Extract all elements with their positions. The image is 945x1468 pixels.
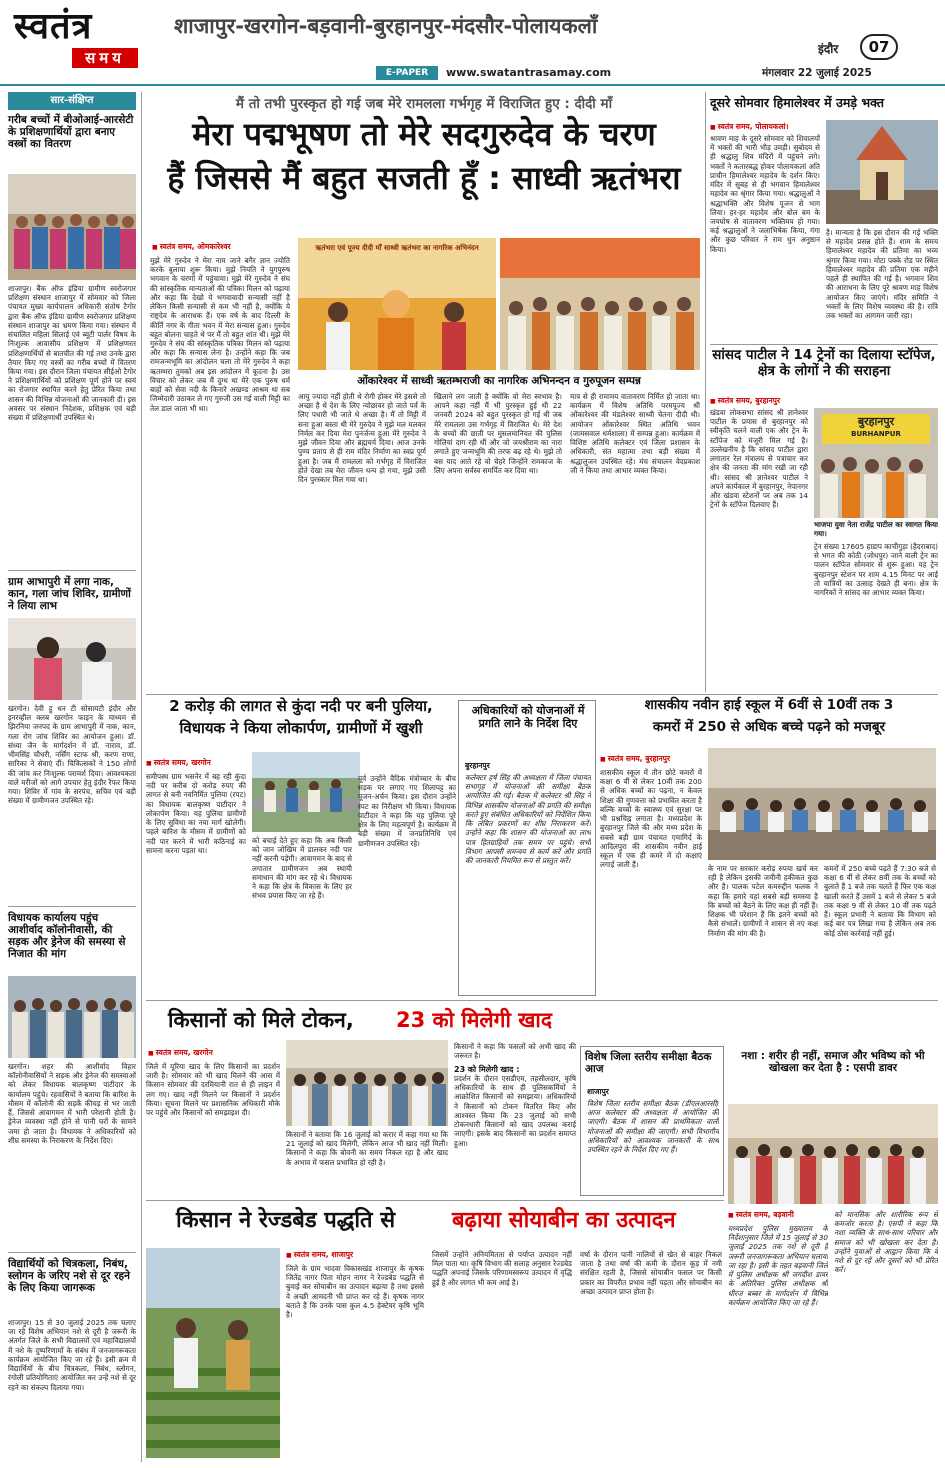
school-col-2: के नाम पर सरकार करोड़ रुपया खर्च कर रही है लेकिन इसकी जमीनी हकीकत कुछ और है। पालक पटेल कमरुद्दीन फलक ने कहा कि हमारे यहां सबसे बड़ी समस्या है कि बच्चों को बैठने के लिए कक्ष ही नहीं हैं। शिक्षक भी परेशान हैं कि इतने बच्चों को कैसे संभालें। ग्रामीणों ने शासन से नए कक्ष निर्माण की मांग की है। <box>708 864 818 938</box>
sar-2-headline: ग्राम आभापुरी में लगा नाक, कान, गला जांच शिविर, ग्रामीणों ने लिया लाभ <box>8 576 131 613</box>
school-col-3: कमरों में 250 बच्चे पढ़ते हैं 7:30 बजे से कक्षा 6 वीं से लेकर 8वीं तक के बच्चों को बुलाते हैं 1 बजे तक चलते हैं फिर एक कक्ष खाली करते हैं उसमें 1 बजे से लेकर 5 बजे तक कक्षा 9 वीं से लेकर 10 वीं तक पढ़ते हैं। स्कूल प्रभारी ने बताया कि विभाग को कई बार पत्र लिखा गया है लेकिन अब तक कोई ठोस कार्रवाई नहीं हुई। <box>824 864 936 938</box>
sar-2-photo <box>8 618 136 700</box>
sar-divider-1 <box>8 570 136 571</box>
patil-col-2: ट्रेन संख्या 17605 हाडाप काचीगुड़ा (हैदराबाद) से भगत की कोठी (जोधपुर) जाने वाली ट्रेन का पालन स्टॉपेज सोमवार से शुरू हुआ। यह ट्रेन बुरहानपुर स्टेशन पर शाम 4.15 मिनट पर आई तो यात्रियों का उत्साह देखते ही बना। क्षेत्र के नागरिकों ने सांसद का आभार व्यक्त किया। <box>814 542 938 598</box>
sar-sankshipt-column <box>8 92 136 1464</box>
patil-photo <box>814 408 938 518</box>
puliya-photo <box>252 752 360 832</box>
kisan-col-2: किसानों ने बताया कि 16 जुलाई को करार में कहा गया था कि 21 जुलाई को खाद मिलेगी, लेकिन आज भी खाद नहीं मिली। किसानों ने कहा कि बोवनी का समय निकल रहा है और खाद के अभाव में फसल प्रभावित हो रही है। <box>286 1130 448 1167</box>
soybean-story <box>146 1204 724 1462</box>
lead-kicker: मैं तो तभी पुरस्कृत हो गई जब मेरे रामलला गर्भगृह में विराजित हुए : दीदी माँ <box>235 96 613 112</box>
school-col-1: शासकीय स्कूल में तीन छोटे कमरों में कक्षा 6 वीं से लेकर 10वीं तक 200 से अधिक बच्चों का पढ़ना, न केवल शिक्षा की गुणवत्ता को प्रभावित करता है बल्कि बच्चों के स्वास्थ्य एवं सुरक्षा पर भी प्रश्नचिह्न लगाता है। मध्यप्रदेश के बुरहानपुर जिले की और मध्य प्रदेश के सबसे बड़ी ग्राम पंचायत एमागिर्द के आदिलपुरा की शासकीय नवीन हाई स्कूल में एक ही कमरे में दो कक्षाएं लगाई जाती हैं। <box>600 768 702 870</box>
nasha-photo <box>728 1104 938 1204</box>
kisan-headline-a: किसानों को मिले टोकन, <box>168 1008 354 1032</box>
kisan-headline-b: 23 को मिलेगी खाद <box>396 1008 552 1032</box>
nasha-col-1: मध्यप्रदेश पुलिस मुख्यालय के निर्देशानुसार जिले में 15 जुलाई से 30 जुलाई 2025 तक नशे से दूरी है जरूरी जनजागरूकता अभियान चलाया जा रहा है। इसी के तहत बड़वानी जिले में पुलिस अधीक्षक श्री जगदीश डावर के अतिरिक्त पुलिस अधीक्षक श्री धीरज बब्बर के मार्गदर्शन में विभिन्न कार्यक्रम आयोजित किए जा रहे हैं। <box>728 1224 828 1307</box>
station-sign: बुरहानपुर <box>857 415 895 428</box>
soybean-photo <box>146 1248 280 1458</box>
kisan-col-1: जिले में यूरिया खाद के लिए किसानों का प्रदर्शन जारी है। सोमवार को भी खाद मिलने की आस में किसान सोमवार की दरमियानी रात से ही लाइन में लग गए। खाद नहीं मिलने पर किसानों ने प्रदर्शन किया। सूचना मिलने पर प्रशासनिक अधिकारी मौके पर पहुंचे और किसानों को समझाइश दी। <box>146 1062 280 1118</box>
station-sign-en: BURHANPUR <box>851 430 901 438</box>
puliya-headline-2: विधायक ने किया लोकार्पण, ग्रामीणों में खुशी <box>179 719 423 737</box>
kisan-story <box>146 1004 576 1198</box>
lead-photo-right <box>500 238 700 370</box>
sar-1-body: शाजापुर। बैंक ऑफ इंडिया ग्रामीण स्वरोजगार प्रशिक्षण संस्थान शाजापुर में सोमवार को जिला पंचायत मुख्य कार्यपालन अधिकारी संतोष टैगोर द्वारा बैंक ऑफ इंडिया ग्रामीण स्वरोजगार प्रशिक्षण संस्थान शाजापुर का भ्रमण किया गया। संस्थान में संचालित महिला सिलाई एवं ब्यूटी पार्लर विषय के निःशुल्क आवासीय प्रशिक्षण में प्रशिक्षणरत प्रशिक्षणार्थियों से बातचीत की गई तथा उनके द्वारा तैयार किए गए वस्त्रों का गरीब बच्चों में वितरण किया गया। इस दौरान जिला पंचायत सीईओ टैगोर ने प्रशिक्षणार्थियों को प्रशिक्षण पूर्ण होने पर स्वयं का रोजगार स्थापित करने हेतु प्रेरित किया तथा शासन की विभिन्न योजनाओं की जानकारी दी। इस अवसर पर संस्थान निदेशक, प्रशिक्षक एवं बड़ी संख्या में प्रशिक्षणार्थी उपस्थित थे। <box>8 284 136 423</box>
baithak-body: विशेष जिला स्तरीय समीक्षा बैठक (डीएलआरसी) आज कलेक्टर की अध्यक्षता में आयोजित की जाएगी। बैठक में शासन की प्राथमिकता वाली योजनाओं की समीक्षा की जाएगी। सभी विभागीय अधिकारियों को आवश्यक जानकारी के साथ उपस्थित रहने के निर्देश दिए गए हैं। <box>587 1099 719 1155</box>
puliya-headline-1: 2 करोड़ की लागत से कुंदा नदी पर बनी पुलिया, <box>169 697 433 715</box>
mid-divider-2 <box>146 1000 938 1001</box>
regions-title: शाजापुर-खरगोन-बड़वानी-बुरहानपुर-मंदसौर-पोलायकलाँ <box>174 14 598 38</box>
logo-top: स्वतंत्र <box>14 6 93 47</box>
sar-tag-label: सार-संक्षिप्त <box>50 95 94 106</box>
temple-illustration <box>826 120 938 224</box>
lead-col-4: मात्र से ही रामामय वातावरण निर्मित हो जाता था। कार्यक्रम में विशेष अतिथि परमपूज्य श्री ओंकारेश्वर की मंडलेश्वर साध्वी चेतना दीदी थी। आयोजन ओंकारेश्वर स्थित अतिथि भवन (जामसवाल धर्मशाला) में सम्पन्न हुआ। कार्यक्रम में विशिष्ट अतिथि कलेक्टर एवं जिला प्रशासन के अधिकारी, संत महात्मा तथा बड़ी संख्या में श्रद्धालुजन उपस्थित रहे। मंच संचालन वेदप्रकाश जी ने किया तथा आभार व्यक्त किया। <box>570 392 700 475</box>
masthead-divider <box>0 84 945 86</box>
crowd-event-illustration <box>500 238 700 370</box>
lead-col-1: मुझे मेरे गुरुदेव ने मेरा नाम जाने बगैर ज्ञान ज्योति करके बुलाया शुरू किया। मुझे नियति ने युगपुरुष भगवान के चरणों में पहुंचाया। मुझे मेरे गुरुदेव ने संघ की सांस्कृतिक मान्यताओं की पत्रिका मिलन को पढ़ाया और कहा कि देखो ये भगवावादी सन्यासी नहीं है लेकिन किसी सन्यासी से कम भी नहीं है, क्योंकि ये राष्ट्रदेव के आराधक हैं। एक वर्ष के बाद दिल्ली के कीर्ति नगर के गीता भवन में मेरा सन्यास हुआ। गुरुदेव बहुत बोलना चाहते थे पर मैं तो बहुत शांत थी। मुझे मेरे गुरुदेव ने संघ की सांस्कृतिक पत्रिका मिलन को पढ़ाया और कहा कि सन्यास लेना है। उन्होंने कहा कि जब रामजन्मभूमि का आंदोलन चला तो मेरे गुरुदेव ने कहा ऋतम्भरा तुमको अब इस आंदोलन में कूदना है। उस विचार को लेकर जब मैं दुग्ध था मेरे एक पुरुष धर्म बाहों को सेवा नदी के किनारे अखण्ड आश्रम था सब जिम्मेदारी उठाकर ले गए गुरुजी उस गई वाली मिट्टी का तेल डाल जाता भी था। <box>150 256 290 413</box>
baithak-headline: विशेष जिला स्तरीय समीक्षा बैठक आज <box>585 1051 712 1076</box>
lead-col-2: आयु ज्यादा नहीं होती थे रोगी होकर मेरे इससे तो अच्छा है थे देश के लिए न्योछावर हो जाते पर्व के लिए पधारी भी जाते थे अच्छा है। मैं तो मिट्टी में सना हुआ बस्ता थी मेरे गुरुदेव ने मुझे मल मलकर निर्मल कर दिया मेरा पुनर्जन्म हुआ मेरे गुरुदेव ने मुझे जीवन दिया और ब्रह्मचर्य दिया। आज उनके पुण्य प्रताप से ही राम मंदिर निर्माण का स्वप्न पूर्ण हुआ है। जब मैं रामलला को गर्भगृह में विराजित होते देखा तब मेरा जीवन धन्य हो गया, मुझे उसी दिन पुरस्कार मिल गया था। <box>298 392 426 484</box>
soybean-col-1: जिले के ग्राम भादवा विकासखंड शाजापुर के कृषक जितेंद्र नागर पिता मोहन नागर ने रेज्डबेड पद्धति से बुवाई कर सोयाबीन का उत्पादन बढ़ाया है तथा इससे वे अच्छी आमदनी भी प्राप्त कर रहे हैं। कृषक नागर बताते हैं कि उनके पास कुल 4.5 हेक्टेयर कृषि भूमि है। <box>286 1264 424 1320</box>
logo-bottom-box <box>72 48 138 68</box>
baithak-box <box>580 1046 724 1196</box>
lead-photo-banner: ऋतंभरा एवं पूज्य दीदी माँ साध्वी ऋतंभरा का नागरिक अभिनंदन <box>315 244 479 252</box>
right-column-divider <box>705 92 706 692</box>
himalayeshwar-photo <box>826 120 938 224</box>
masthead <box>0 0 945 90</box>
himalayeshwar-credit: ■ स्वतंत्र समय, पोलायकलां। <box>710 122 788 132</box>
residents-group-illustration <box>8 976 136 1058</box>
bridge-inauguration-illustration <box>252 752 360 832</box>
himalayeshwar-headline: दूसरे सोमवार हिमालेश्वर में उमड़े भक्त <box>710 95 884 110</box>
puliya-story <box>146 698 456 998</box>
baithak-credit: शाजापुर <box>587 1087 609 1096</box>
nasha-col-2: को मानसिक और शारीरिक रूप से कमजोर करता है। एसपी ने कहा कि नशा व्यक्ति के साथ-साथ परिवार और समाज को भी खोखला कर देता है। उन्होंने युवाओं से आह्वान किया कि वे नशे से दूर रहें और दूसरों को भी प्रेरित करें। <box>834 1210 938 1275</box>
sar-3-headline: विधायक कार्यालय पहुंच आशीर्वाद कॉलोनीवासी, की सड़क और ड्रेनेज की समस्या से निजात की मांग <box>8 912 126 961</box>
logo-bottom: समय <box>85 49 125 67</box>
kisan-subhead: 23 को मिलेगी खाद : <box>454 1065 520 1074</box>
kisan-credit: ■ स्वतंत्र समय, खरगोन <box>148 1048 213 1058</box>
page-number: 07 <box>860 34 898 60</box>
nasha-credit: ■ स्वतंत्र समय, बड़वानी <box>728 1210 794 1220</box>
right-divider-1 <box>710 344 938 345</box>
school-credit: ■ स्वतंत्र समय, बुरहानपुर <box>600 754 670 764</box>
puliya-col-1: समीपस्थ ग्राम भसनेर में बह रही कुंदा नदी पर करीब दो करोड़ रुपए की लागत से बनी नवनिर्मित पुलिया (रपट) का विधायक बालकृष्ण पाटीदार ने लोकार्पण किया। यह पुलिया ग्रामीणों के लिए सुविधा का नया मार्ग खोलेगी। पहले बारिश के मौसम में ग्रामीणों को नदी पार करने में भारी कठिनाई का सामना करना पड़ता था। <box>146 772 246 855</box>
nasha-headline: नशा : शरीर ही नहीं, समाज और भविष्य को भी खोखला कर देता है : एसपी डावर <box>741 1050 925 1075</box>
soybean-col-2: जिसमें उन्होंने अनियमितता से पर्याप्त उत्पादन नहीं मिल पाता था। कृषि विभाग की सलाह अनुसार रेज्डबेड पद्धति अपनाई जिसके परिणामस्वरूप उत्पादन में वृद्धि हुई है और लागत भी कम आई है। <box>432 1250 572 1287</box>
farmers-queue-illustration <box>286 1040 448 1126</box>
sar-3-body: खरगोन। शहर की आशीर्वाद विहार कॉलोनीवासियों ने सड़क और ड्रेनेज की समस्याओं को लेकर विधायक बालकृष्ण पाटीदार के कार्यालय पहुंचे। रहवासियों ने बताया कि बारिश के मौसम में कॉलोनी की सड़कें कीचड़ से भर जाती हैं, जिससे आवागमन में भारी परेशानी होती है। ड्रेनेज व्यवस्था नहीं होने से पानी घरों के सामने जमा हो जाता है। विधायक ने अधिकारियों को शीघ्र समस्या के निराकरण के निर्देश दिए। <box>8 1062 136 1145</box>
sar-4-body: शाजापुर। 15 से 30 जुलाई 2025 तक चलाए जा रहे विशेष अभियान नशे से दूरी है जरूरी के अंतर्गत जिले के सभी विद्यालयों एवं महाविद्यालयों में नशे के दुष्परिणामों के संबंध में जनजागरूकता कार्यक्रम आयोजित किए जा रहे हैं। इसी क्रम में विद्यार्थियों के बीच चित्रकला, निबंध, स्लोगन, रंगोली प्रतियोगिताएं आयोजित कर उन्हें नशे से दूर रहने का संकल्प दिलाया गया। <box>8 1318 136 1392</box>
yojana-headline: अधिकारियों को योजनाओं में प्रगति लाने के निर्देश दिए <box>471 704 585 730</box>
soybean-headline-a: किसान ने रेज्डबेड पद्धति से <box>176 1208 396 1233</box>
sar-tag <box>8 92 136 110</box>
kisan-photo <box>286 1040 448 1126</box>
lead-credit: ■ स्वतंत्र समय, ओमकारेश्वर <box>152 242 231 252</box>
soybean-headline-b: बढ़ाया सोयाबीन का उत्पादन <box>452 1208 676 1233</box>
sar-divider-3 <box>8 1252 136 1253</box>
mid-divider-3 <box>146 1200 724 1201</box>
issue-date: मंगलवार 22 जुलाई 2025 <box>762 67 872 79</box>
patil-caption: भाजपा युवा नेता राजेंद्र पाटील का स्वागत किया गया। <box>814 520 938 539</box>
puliya-credit: ■ स्वतंत्र समय, खरगोन <box>146 758 211 768</box>
stage-event-illustration <box>298 238 496 370</box>
mid-divider-1 <box>146 694 938 695</box>
website-link[interactable]: www.swatantrasamay.com <box>446 66 612 79</box>
school-headline-1: शासकीय नवीन हाई स्कूल में 6वीं से 10वीं तक 3 <box>644 697 894 713</box>
sar-2-body: खरगोन। देवी हु धन टी सोसायटी इंदौर और इनरव्हील क्लब खरगोन फाइन के माध्यम से झिरनिया जनपद के ग्राम आभापुरी में नाक, कान, गला रोग जांच शिविर का आयोजन हुआ। डॉ. संध्या जैन के मार्गदर्शन में डॉ. नाराव, डॉ. भीमसिंह चौधरी, नर्सिंग स्टाफ श्री, करण राणा, सारिका ने सेवाएं दीं। चिकित्सकों ने 150 लोगों की जांच कर निःशुल्क परामर्श दिया। आवश्यकता वाले मरीजों को आगे उपचार हेतु इंदौर रैफर किया गया। शिविर में गांव के सरपंच, सचिव एवं बड़ी संख्या में ग्रामीणजन उपस्थित रहे। <box>8 704 136 806</box>
awareness-rally-illustration <box>728 1104 938 1204</box>
school-headline-2: कमरों में 250 से अधिक बच्चे पढ़ने को मजबूर <box>652 719 886 735</box>
lead-photo-left <box>298 238 496 370</box>
sar-divider-2 <box>8 906 136 907</box>
lead-story <box>146 92 702 692</box>
nasha-story <box>728 1050 938 1460</box>
left-column-divider <box>141 92 142 1462</box>
kisan-col-3: प्रदर्शन के दौरान एसडीएम, तहसीलदार, कृषि अधिकारियों के साथ ही पुलिसकर्मियों ने आक्रोशित किसानों को समझाया। अधिकारियों ने किसानों को टोकन वितरित किए और आश्वस्त किया कि 23 जुलाई को सभी टोकनधारी किसानों को खाद उपलब्ध कराई जाएगी। इसके बाद किसानों का प्रदर्शन समाप्त हुआ। <box>454 1074 576 1148</box>
himalayeshwar-col-2: है। मान्यता है कि इस दौरान की गई भक्ति से महादेव प्रसन्न होते हैं। शाम के समय हिमालेश्वर महादेव की प्रतिमा का भव्य श्रृंगार किया गया। मोटा पक्के रोड पर स्थित हिमालेश्वर महादेव की प्रतिमा एक महीने पहले ही स्थापित की गई है। भगवान शिव की आराधना के लिए पूरे श्रावण माह विशेष आयोजन किए जाएंगे। मंदिर समिति ने भक्तों के लिए विशेष व्यवस्था की है। रात्रि तक भक्तों का आगमन जारी रहा। <box>826 228 938 320</box>
city-label: इंदौर <box>818 42 839 56</box>
himalayeshwar-story <box>710 92 938 342</box>
epaper-badge: E-PAPER <box>376 66 438 80</box>
patil-credit: ■ स्वतंत्र समय, बुरहानपुर <box>710 396 780 406</box>
yojana-body: कलेक्टर हर्ष सिंह की अध्यक्षता में जिला पंचायत सभागृह में योजनाओं की समीक्षा बैठक आयोजित की गई। बैठक में कलेक्टर श्री सिंह ने विभिन्न शासकीय योजनाओं की प्रगति की समीक्षा करते हुए संबंधित अधिकारियों को निर्देशित किया कि लंबित प्रकरणों का शीघ्र निराकरण करें। उन्होंने कहा कि शासन की योजनाओं का लाभ पात्र हितग्राहियों तक समय पर पहुंचे। सभी विभाग आपसी समन्वय से कार्य करें और प्रगति की जानकारी नियमित रूप से प्रस्तुत करें। <box>465 773 591 865</box>
soybean-col-3: वर्षा के दौरान पानी नालियों से खेत से बाहर निकल जाता है तथा वर्षा की कमी के दौरान कूड़ में नमी संरक्षित रहती है, जिससे सोयाबीन फसल पर किसी प्रकार का विपरीत प्रभाव नहीं पड़ता और सोयाबीन का अच्छा उत्पादन प्राप्त होता है। <box>580 1250 722 1296</box>
puliya-col-3: पूर्व उन्होंने वैदिक मंत्रोच्चार के बीच सड़क पर लगाए गए शिलापट्ट का पूजन-अर्चन किया। इस दौरान उन्होंने स्पट का निरीक्षण भी किया। विधायक पाटीदार ने कहा कि यह पुलिया पूरे क्षेत्र के लिए महत्वपूर्ण है। कार्यक्रम में बड़ी संख्या में जनप्रतिनिधि एवं ग्रामीणजन उपस्थित रहे। <box>358 774 456 848</box>
sar-1-headline: गरीब बच्चों में बीओआई-आरसेटी के प्रशिक्षणार्थियों द्वारा बनाए वस्त्रों का वितरण <box>8 114 134 151</box>
himalayeshwar-col-1: श्रावण माह के दूसरे सोमवार को शिवालयों में भक्तों की भारी भीड़ उमड़ी। सुबोदय से ही श्रद्धालु शिव मंदिरों में पहुंचने लगे। भक्तों ने कतारबद्ध होकर पोलायकलां अति प्राचीन हिमालेश्वर महादेव के दर्शन किए। मंदिर में सुबह से ही भगवान हिमालेश्वर महादेव का श्रृंगार किया गया। श्रद्धालुओं ने श्रद्धाभक्ति और विशेष पूजन से भाग लिया। हर-हर महादेव और बोल बम के जयघोष से वातावरण भक्तिमय हो गया। कई श्रद्धालुओं ने जलाभिषेक किया, गंगा और कुछ परिवार ने राम धुन अनुष्ठान किया। <box>710 134 820 254</box>
lead-caption: ओंकारेश्वर में साध्वी ऋतम्भराजी का नागरिक अभिनन्दन व गुरुपूजन सम्पन्न <box>357 375 641 387</box>
lead-col-3: खिलाने लग जाती है क्योंकि वो मेरा स्वभाव है। आपने कहा नहीं मैं भी पुरस्कृत हुई थी 22 जनवरी 2024 को बहुत पुरस्कृत हो गई थी जब मेरे रामलला उस गर्भगृह में विराजित थे। मेरे देश के बच्चों की छाती पर मुसलमानियत की पुलिस गोलियां दाग रही थीं और जो जयश्रीराम का नारा लगाते हुए जन्मभूमि की तरफ बढ़ रहे थे। मुझे तो बस याद आते रहे वो चेहरे जिन्होंने रामकाज के लिए अपना सर्वस्व समर्पित कर दिया था। <box>434 392 562 475</box>
puliya-col-2: को बचाई देते हुए कहा कि अब किसी को जान जोखिम में डालकर नदी पार नहीं करनी पड़ेगी। आवागमन के बाद से लगातार ग्रामीणजन अब स्थायी समाधान की मांग कर रहे थे। विधायक ने कहा कि क्षेत्र के विकास के लिए हर संभव प्रयास किए जा रहे हैं। <box>252 836 352 901</box>
classroom-illustration <box>708 748 936 860</box>
yojana-credit: बुरहानपुर <box>465 761 490 770</box>
sar-4-headline: विद्यार्थियों को चित्रकला, निबंध, स्लोगन के जरिए नशे से दूर रहने के लिए किया जागरूक <box>8 1258 130 1295</box>
patil-col-1: खंडवा लोकसभा सांसद श्री ज्ञानेश्वर पाटील के प्रयास से बुरहानपुर को स्वीकृति चलने वाली एक और ट्रेन के स्टॉपेज को मंजूरी मिल गई है। उल्लेखनीय है कि सांसद पाटील द्वारा लगातार रेल मंत्रालय से पत्राचार कर क्षेत्र की जनता की मांग रखी जा रही थी। सांसद श्री ज्ञानेश्वर पाटील ने अपने कार्यकाल में बुरहानपुर, नेपानगर और खंडवा स्टेशनों पर अब तक 14 ट्रेनों के स्टॉपेज दिलवाए हैं। <box>710 408 808 510</box>
sar-3-photo <box>8 976 136 1058</box>
soybean-credit: ■ स्वतंत्र समय, शाजापुर <box>286 1250 353 1260</box>
group-photo-illustration <box>8 174 136 280</box>
lead-headline-2: हैं जिससे मैं बहुत सजती हूँ : साध्वी ऋतंभरा <box>167 159 681 197</box>
kisan-col-3-top: किसानों ने कहा कि फसलों को अभी खाद की जरूरत है। <box>454 1042 576 1061</box>
yojana-box <box>458 700 596 996</box>
lead-headline-1: मेरा पद्मभूषण तो मेरे सदगुरुदेव के चरण <box>192 115 656 153</box>
patil-headline: सांसद पाटील ने 14 ट्रेनों का दिलाया स्टॉपेज, क्षेत्र के लोगों ने की सराहना <box>712 347 936 379</box>
health-camp-illustration <box>8 618 136 700</box>
farmer-field-illustration <box>146 1248 280 1458</box>
school-story <box>600 698 938 998</box>
logo <box>14 6 164 68</box>
patil-story <box>710 348 938 692</box>
nasha-headline-box <box>728 1050 938 1094</box>
school-photo <box>708 748 936 860</box>
sar-1-photo <box>8 174 136 280</box>
